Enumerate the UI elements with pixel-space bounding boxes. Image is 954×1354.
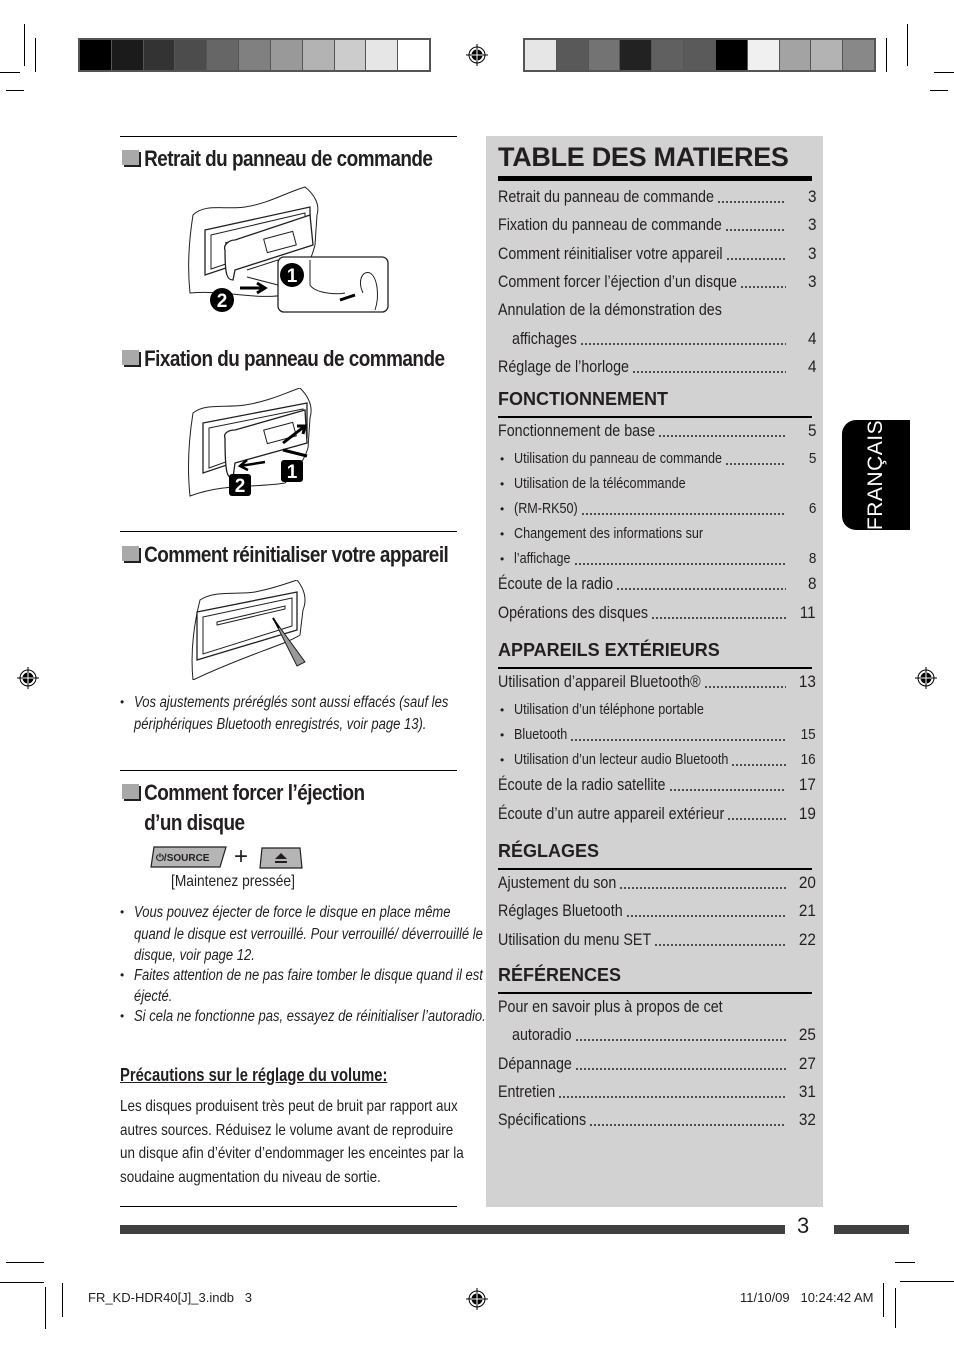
toc-entry-page: 3 — [807, 215, 816, 235]
toc-entry-page: 13 — [798, 672, 816, 691]
reset-note: • Vos ajustements préréglés sont aussi effacés (sauf les périphériques Bluetooth enregistrés, voir page 13). — [120, 692, 465, 735]
toc-section-heading: FONCTIONNEMENT — [498, 389, 668, 409]
plus-sign: + — [234, 843, 249, 870]
toc-entry-label: Écoute d’un autre appareil extérieur — [498, 803, 725, 823]
slug-file-info: FR_KD-HDR40[J]_3.indb 3 — [88, 1290, 253, 1305]
color-swatch — [620, 40, 651, 70]
color-swatch — [144, 40, 175, 70]
bullet: • — [500, 703, 505, 718]
toc-entry-label: Réglage de l’horloge — [498, 356, 630, 376]
crop-mark — [907, 24, 908, 66]
dot-leader — [581, 513, 786, 515]
crop-mark — [0, 72, 20, 73]
section-heading-panel-removal: Retrait du panneau de commande — [120, 144, 465, 174]
toc-entry[interactable] — [500, 721, 816, 749]
toc-entry-page: 17 — [798, 775, 816, 795]
section-divider — [120, 770, 457, 771]
toc-entry[interactable] — [498, 926, 816, 954]
toc-entry-label: Retrait du panneau de commande — [498, 187, 714, 206]
panel-attach-illustration — [185, 388, 315, 498]
svg-text:2: 2 — [234, 476, 246, 497]
crop-mark — [6, 1262, 44, 1263]
dot-leader — [575, 1039, 786, 1041]
toc-entry-page: 16 — [800, 751, 816, 769]
page-number: 3 — [797, 1213, 810, 1238]
toc-entry-label: Utilisation du menu SET — [498, 929, 652, 949]
crop-mark — [24, 24, 25, 66]
color-swatch — [748, 40, 779, 70]
registration-mark-icon — [466, 44, 488, 66]
toc-entry[interactable] — [498, 417, 816, 445]
color-swatch — [557, 40, 588, 70]
color-swatch — [811, 40, 842, 70]
dot-leader — [725, 229, 786, 231]
dot-leader — [654, 944, 786, 946]
color-swatch — [716, 40, 747, 70]
color-swatch — [684, 40, 715, 70]
toc-section-heading: RÉFÉRENCES — [498, 965, 622, 985]
dot-leader — [570, 739, 786, 741]
toc-entry[interactable] — [500, 520, 816, 548]
toc-entry-page: 3 — [807, 243, 816, 263]
toc-entry[interactable] — [498, 570, 816, 598]
toc-entry-label: autoradio — [512, 1025, 572, 1045]
svg-text:1: 1 — [286, 462, 298, 483]
dot-leader — [632, 371, 786, 373]
color-swatch — [112, 40, 143, 70]
dot-leader — [727, 818, 786, 820]
dot-leader — [726, 258, 786, 260]
toc-entry-page: 31 — [798, 1081, 816, 1101]
toc-entry[interactable] — [498, 183, 816, 211]
crop-mark — [930, 90, 948, 91]
crop-mark — [895, 1262, 915, 1263]
dot-leader — [669, 789, 787, 791]
bullet: • — [500, 527, 505, 542]
toc-entry[interactable] — [498, 800, 816, 828]
toc-entry-page: 3 — [807, 187, 816, 206]
toc-entry-label: Ajustement du son — [498, 873, 617, 892]
toc-entry-label: Comment forcer l’éjection d’un disque — [498, 271, 737, 291]
toc-entry-page: 11 — [800, 602, 816, 622]
toc-entry[interactable] — [498, 353, 816, 381]
registration-mark-icon — [17, 667, 39, 689]
hold-instruction: [Maintenez pressée] — [171, 873, 295, 890]
eject-button-icon — [259, 846, 303, 870]
toc-entry[interactable] — [500, 470, 816, 498]
toc-entry-page: 21 — [798, 901, 816, 921]
crop-mark — [6, 90, 24, 91]
bullet: • — [500, 502, 505, 517]
dot-leader — [589, 1124, 786, 1126]
slug-timestamp: 11/10/09 10:24:42 AM — [740, 1290, 874, 1305]
color-swatch — [207, 40, 238, 70]
dot-leader — [717, 201, 786, 203]
toc-entry[interactable] — [498, 599, 816, 627]
toc-entry[interactable] — [498, 1078, 816, 1106]
toc-entry-label: l’affichage — [514, 550, 571, 568]
footer-bar-right — [834, 1225, 909, 1234]
toc-entry[interactable] — [498, 211, 816, 239]
toc-entry-label: Dépannage — [498, 1053, 572, 1073]
precaution-text: Les disques produisent très peut de bruit par rapport aux autres sources. Réduisez le volume avant de reproduire un disque afin d’éviter d’endommager les enceintes par la soudaine augmentation du niveau de sortie. — [120, 1098, 464, 1186]
crop-mark — [0, 1282, 44, 1283]
toc-entry-label: Utilisation d’un lecteur audio Bluetooth — [514, 751, 729, 769]
color-swatch — [843, 40, 874, 70]
toc-entry[interactable] — [498, 668, 816, 696]
toc-entry[interactable] — [498, 268, 816, 296]
dot-leader — [574, 563, 786, 565]
svg-text:2: 2 — [216, 291, 228, 312]
svg-text:⏻/SOURCE: ⏻/SOURCE — [156, 853, 210, 864]
toc-entry-page: 8 — [808, 550, 816, 568]
color-swatch — [80, 40, 111, 70]
toc-title-underline — [498, 176, 812, 181]
toc-entry-label: Fonctionnement de base — [498, 421, 656, 440]
toc-entry-label: Écoute de la radio — [498, 574, 614, 594]
dot-leader — [575, 1068, 786, 1070]
color-swatch — [335, 40, 366, 70]
toc-section-heading: APPAREILS EXTÉRIEURS — [498, 640, 720, 660]
crop-mark — [895, 1288, 896, 1328]
toc-entry-page: 3 — [807, 271, 816, 291]
reset-illustration — [185, 580, 315, 680]
toc-entry-page: 32 — [798, 1110, 816, 1130]
bullet: • — [500, 552, 505, 567]
toc-entry[interactable] — [498, 296, 816, 324]
bullet: • — [500, 728, 505, 743]
toc-entry-label: Spécifications — [498, 1110, 587, 1130]
panel-removal-illustration — [185, 185, 390, 315]
toc-entry-page: 20 — [798, 873, 816, 892]
footer-bar-left — [120, 1225, 785, 1234]
toc-entry-label: Comment réinitialiser votre appareil — [498, 243, 723, 263]
dot-leader — [725, 463, 786, 465]
toc-entry-label: Opérations des disques — [498, 602, 649, 622]
dot-leader — [704, 686, 786, 688]
crop-mark — [886, 38, 887, 72]
toc-entry-page: 19 — [798, 803, 816, 823]
precaution-heading: Précautions sur le réglage du volume: — [120, 1065, 388, 1085]
toc-entry-page: 8 — [807, 574, 816, 594]
toc-entry[interactable] — [498, 869, 816, 897]
color-swatch — [652, 40, 683, 70]
dot-leader — [740, 286, 786, 288]
toc-entry-page: 4 — [807, 328, 816, 348]
toc-section-heading: RÉGLAGES — [498, 841, 600, 861]
toc-entry[interactable] — [512, 325, 816, 353]
registration-mark-icon — [915, 667, 937, 689]
toc-entry[interactable] — [498, 1050, 816, 1078]
toc-entry-label: Utilisation d’un téléphone portable — [514, 701, 704, 719]
toc-entry[interactable] — [500, 696, 816, 724]
toc-entry-page: 5 — [807, 421, 816, 440]
section-divider — [120, 136, 457, 137]
toc-title: TABLE DES MATIERES — [498, 142, 789, 172]
dot-leader — [558, 1096, 786, 1098]
dot-leader — [580, 343, 786, 345]
toc-entry[interactable] — [498, 897, 816, 925]
toc-entry[interactable] — [498, 240, 816, 268]
toc-entry-label: (RM-RK50) — [514, 500, 578, 518]
toc-entry-label: Utilisation du panneau de commande — [514, 450, 723, 468]
dot-leader — [619, 887, 786, 889]
dot-leader — [616, 588, 786, 590]
color-calibration-bar-right — [523, 38, 876, 72]
color-swatch — [175, 40, 206, 70]
color-swatch — [271, 40, 302, 70]
color-swatch — [303, 40, 334, 70]
bullet: • — [500, 477, 505, 492]
crop-mark — [45, 1287, 46, 1329]
dot-leader — [658, 435, 786, 437]
table-of-contents — [486, 136, 823, 1207]
toc-entry-label: Pour en savoir plus à propos de cet — [498, 997, 723, 1016]
dot-leader — [651, 617, 786, 619]
section-divider — [120, 1206, 457, 1207]
dot-leader — [626, 915, 786, 917]
section-heading-force-eject: Comment forcer l’éjection d’un disque — [120, 778, 465, 838]
language-tab: FRANÇAIS — [842, 420, 910, 530]
toc-entry-page: 25 — [798, 1025, 816, 1045]
toc-entry[interactable] — [498, 993, 816, 1021]
toc-entry[interactable] — [500, 746, 816, 774]
toc-entry-label: Annulation de la démonstration des — [498, 300, 722, 320]
color-calibration-bar-left — [78, 38, 431, 72]
toc-entry-label: Utilisation de la télécommande — [514, 475, 686, 493]
color-swatch — [366, 40, 397, 70]
toc-entry-page: 5 — [808, 450, 816, 468]
color-swatch — [398, 40, 429, 70]
toc-entry[interactable] — [498, 1106, 816, 1134]
bullet: • — [500, 753, 505, 768]
toc-entry-label: Utilisation d’appareil Bluetooth® — [498, 672, 701, 691]
toc-entry-label: Écoute de la radio satellite — [498, 775, 666, 795]
crop-mark — [62, 1283, 63, 1317]
toc-entry[interactable] — [512, 1021, 816, 1049]
svg-text:1: 1 — [286, 266, 298, 287]
section-divider — [120, 531, 457, 532]
color-swatch — [525, 40, 556, 70]
registration-mark-icon — [466, 1288, 488, 1310]
color-swatch — [589, 40, 620, 70]
crop-mark — [934, 72, 954, 73]
toc-entry-label: affichages — [512, 328, 577, 348]
source-button-icon — [150, 846, 228, 868]
toc-entry[interactable] — [500, 495, 816, 523]
toc-entry[interactable] — [498, 771, 816, 799]
toc-entry-page: 15 — [800, 726, 816, 744]
crop-mark — [35, 38, 36, 72]
toc-entry[interactable] — [500, 445, 816, 473]
dot-leader — [731, 764, 786, 766]
force-eject-notes: • Vous pouvez éjecter de force le disque en place même quand le disque est verrouillé. Pour verrouillé/ déverrouillé le disque, voir page 12. • Faites attention de ne pas faire tomber le disque quand il est éjecté. • Si cela ne fonctionne pas, essayez de réinitialiser l’autoradio. — [120, 902, 465, 1027]
toc-entry-label: Bluetooth — [514, 726, 568, 744]
toc-entry-label: Changement des informations sur — [514, 525, 704, 543]
bullet: • — [500, 452, 505, 467]
toc-entry-label: Entretien — [498, 1081, 556, 1101]
toc-entry-page: 4 — [807, 356, 816, 376]
color-swatch — [239, 40, 270, 70]
section-heading-panel-attach: Fixation du panneau de commande — [120, 344, 465, 374]
toc-entry-page: 27 — [798, 1053, 816, 1073]
color-swatch — [780, 40, 811, 70]
toc-entry[interactable] — [500, 545, 816, 573]
toc-entry-label: Fixation du panneau de commande — [498, 215, 722, 235]
toc-entry-label: Réglages Bluetooth — [498, 901, 623, 921]
toc-entry-page: 6 — [808, 500, 816, 518]
toc-entry-page: 22 — [798, 929, 816, 949]
crop-mark — [883, 1283, 884, 1317]
section-heading-reset: Comment réinitialiser votre appareil — [120, 540, 465, 570]
crop-mark — [900, 1281, 954, 1282]
